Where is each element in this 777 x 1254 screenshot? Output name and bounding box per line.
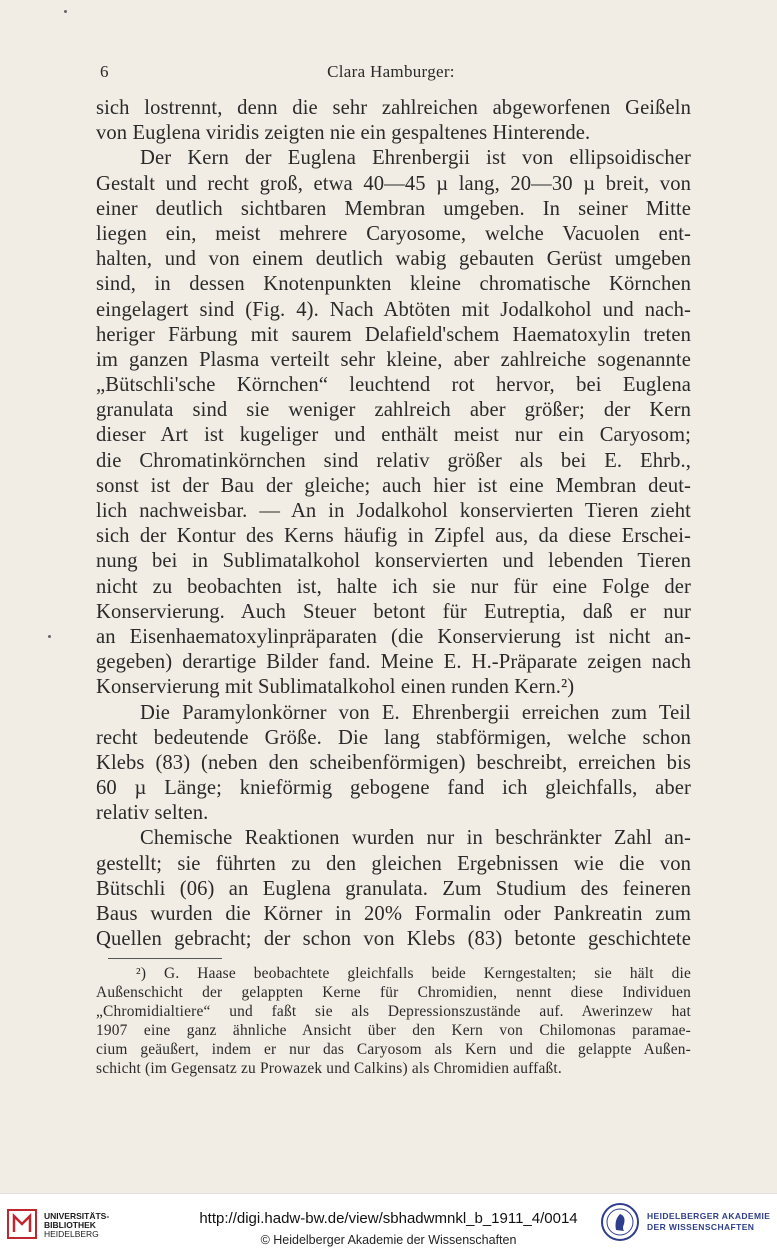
text-line: Die Paramylonkörner von E. Ehrenbergii erreichen zum Teil xyxy=(140,701,691,724)
text-line: Quellen gebracht; der schon von Klebs (83) betonte geschichtete xyxy=(96,928,691,951)
library-name-line: BIBLIOTHEK xyxy=(44,1220,96,1230)
text-line: nung bei in Sublimatalkohol konservierten und lebenden Tieren xyxy=(96,550,691,573)
text-line: „Bütschli'sche Körnchen“ leuchtend rot hervor, bei Euglena xyxy=(96,374,691,397)
text-line: einer deutlich sichtbaren Membran umgeben. In seiner Mitte xyxy=(96,197,691,220)
footnotes xyxy=(96,964,691,1078)
scan-speck xyxy=(64,10,67,13)
page-header xyxy=(96,62,686,86)
text-line: an Eisenhaematoxylinpräparaten (die Konservierung ist nicht an- xyxy=(96,625,691,648)
text-line: gegeben) derartige Bilder fand. Meine E. H.-Präparate zeigen nach xyxy=(96,651,691,674)
text-line: heriger Färbung mit saurem Delafield'schem Haematoxylin treten xyxy=(96,323,691,346)
text-line: dieser Art ist kugeliger und enthält meist nur ein Caryosom; xyxy=(96,424,691,447)
text-line: lich nachweisbar. — An in Jodalkohol konservierten Tieren zieht xyxy=(96,500,691,522)
text-line: nicht zu beobachten ist, halte ich sie nur für eine Folge der xyxy=(96,575,691,598)
academy-name-line: DER WISSENSCHAFTEN xyxy=(647,1222,755,1232)
copyright-notice: © Heidelberger Akademie der Wissenschaften xyxy=(260,1233,517,1247)
footnote-divider xyxy=(108,958,222,959)
text-line: gestellt; sie führten zu den gleichen Ergebnissen wie die von xyxy=(96,852,691,875)
footnote-line: „Chromidialtiere“ und faßt sie als Depressionszustände auf. Awerinzew hat xyxy=(96,1003,691,1020)
text-line: Klebs (83) (neben den scheibenförmigen) beschreibt, erreichen bis xyxy=(96,751,691,774)
text-line: relativ selten. xyxy=(96,802,209,825)
text-line: granulata sind sie weniger zahlreich aber größer; der Kern xyxy=(96,399,691,422)
academy-name xyxy=(647,1211,770,1233)
text-line: sich der Kontur des Kerns häufig in Zipfel aus, da diese Erschei- xyxy=(96,525,691,548)
page-number: 6 xyxy=(100,62,109,81)
text-line: Der Kern der Euglena Ehrenbergii ist von ellipsoidischer xyxy=(140,147,691,170)
text-line: Baus wurden die Körner in 20% Formalin oder Pankreatin zum xyxy=(96,903,691,925)
footnote-line: Außenschicht der gelappten Kerne für Chromidien, nennt diese Individuen xyxy=(96,984,691,1001)
footnote-line: cium geäußert, indem er nur das Caryosom als Kern und die gelappte Außen- xyxy=(96,1041,691,1058)
academy-name-line: HEIDELBERGER AKADEMIE xyxy=(647,1211,771,1221)
text-line: sind, in dessen Knotenpunkten kleine chromatische Körnchen xyxy=(96,273,691,296)
text-line: die Chromatinkörnchen sind relativ größer als bei E. Ehrb., xyxy=(96,449,691,472)
text-line: von Euglena viridis zeigten nie ein gespaltenes Hinterende. xyxy=(96,122,591,145)
footnote-line: ²) G. Haase beobachtete gleichfalls beide Kerngestalten; sie hält die xyxy=(136,965,691,982)
academy-seal-icon xyxy=(600,1202,640,1242)
text-line: sich lostrennt, denn die sehr zahlreichen abgeworfenen Geißeln xyxy=(96,97,691,119)
text-line: Konservierung. Auch Steuer betont für Eutreptia, daß er nur xyxy=(96,600,691,623)
library-name-line: HEIDELBERG xyxy=(44,1229,99,1239)
text-line: im ganzen Plasma verteilt sehr kleine, aber zahlreiche sogenannte xyxy=(96,348,691,371)
text-line: halten, und von einem deutlich wabig gebauten Gerüst umgeben xyxy=(96,248,691,271)
body-text xyxy=(96,96,691,952)
text-line: 60 µ Länge; knieförmig gebogene fand ich gleichfalls, aber xyxy=(96,777,691,800)
text-line: Gestalt und recht groß, etwa 40—45 µ lang, 20—30 µ breit, von xyxy=(96,172,691,195)
running-title: Clara Hamburger: xyxy=(327,62,455,81)
text-line: eingelagert sind (Fig. 4). Nach Abtöten mit Jodalkohol und nach- xyxy=(96,298,691,321)
text-line: Konservierung mit Sublimatalkohol einen runden Kern.²) xyxy=(96,676,575,699)
viewer-footer xyxy=(0,1193,777,1254)
scan-speck xyxy=(48,635,51,638)
text-line: sonst ist der Bau der gleiche; auch hier ist eine Membran deut- xyxy=(96,474,691,497)
library-name-line: UNIVERSITÄTS- xyxy=(44,1211,110,1221)
text-line: Bütschli (06) an Euglena granulata. Zum Studium des feineren xyxy=(96,877,691,900)
footnote-line: 1907 eine ganz ähnliche Ansicht über den Kern von Chilomonas paramae- xyxy=(96,1022,691,1039)
text-line: liegen ein, meist mehrere Caryosome, welche Vacuolen ent- xyxy=(96,222,691,245)
footnote-line: schicht (im Gegensatz zu Prowazek und Calkins) als Chromidien auffaßt. xyxy=(96,1060,562,1077)
text-line: recht bedeutende Größe. Die lang stabförmigen, welche schon xyxy=(96,726,691,749)
permalink-url[interactable]: http://digi.hadw-bw.de/view/sbhadwmnkl_b_1911_4/0014 xyxy=(199,1210,578,1227)
text-line: Chemische Reaktionen wurden nur in beschränkter Zahl an- xyxy=(140,827,691,850)
